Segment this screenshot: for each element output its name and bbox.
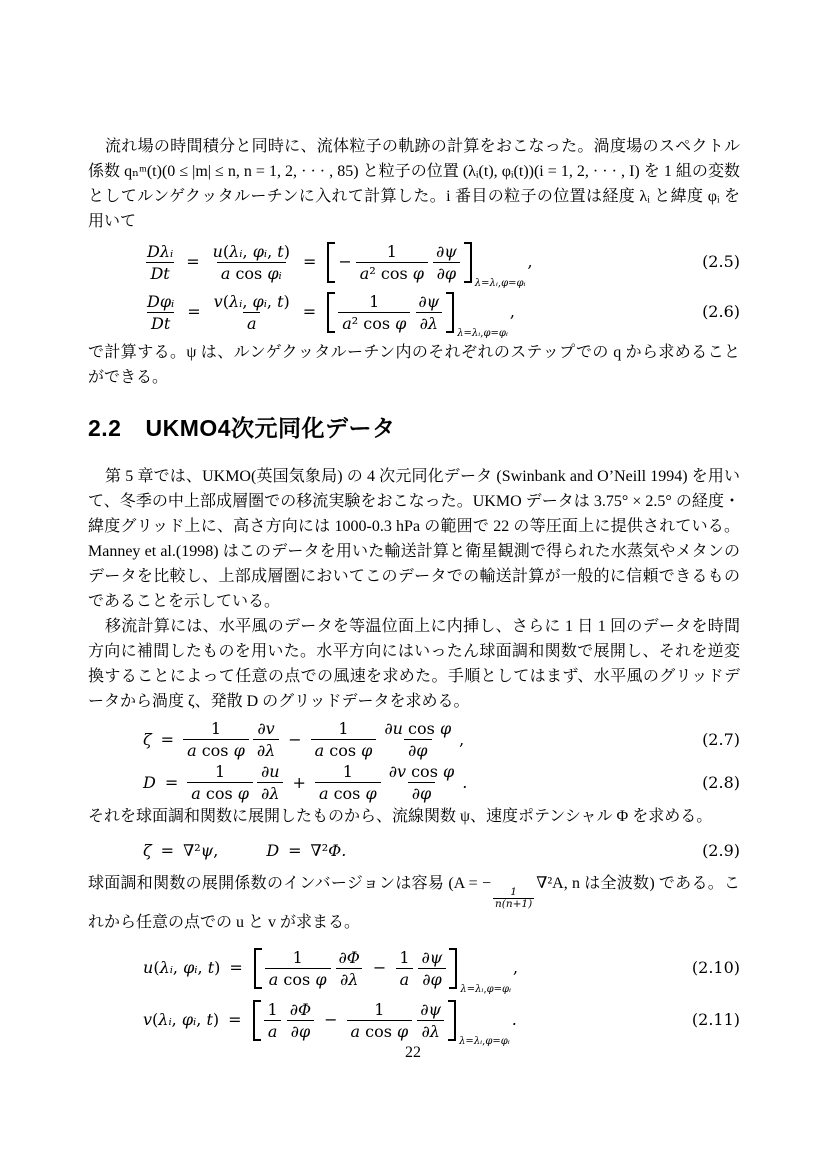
paragraph-advection-method: 移流計算には、水平風のデータを等温位面上に内挿し、さらに 1 日 1 回のデータを時間方向に補間したものを用いた。水平方向にはいったん球面調和関数で展開し、それを逆変換することによって任意の点での風速を求めた。手順としてはまず、水平風のグリッドデータから渦度 ζ、発散 D のグリッドデータを求める。 (88, 618, 740, 710)
equation-number: (2.11) (691, 1010, 740, 1029)
equation-2-9 (88, 837, 740, 865)
inline-fraction (493, 887, 534, 910)
paragraph-intro-trajectory: 流れ場の時間積分と同時に、流体粒子の軌跡の計算をおこなった。渦度場のスペクトル係数 qₙᵐ(t)(0 ≤ |m| ≤ n, n = 1, 2, · · · , 85) と粒子の位置 (λᵢ(t), φᵢ(t))(i = 1, 2, · · · , I) を 1 組の変数としてルンゲクッタルーチンに入れて計算した。i 番目の粒子の位置は経度 λᵢ と緯度 φᵢ を用いて (88, 138, 740, 230)
equation-2-10 (88, 942, 740, 994)
section-heading (88, 412, 740, 444)
equation-body: u(λᵢ, φᵢ, t) = $\frac{1}{\text{a cos φ}}$ $\frac{\partial\Phi}{\partial\lambda}$ − $\frac{1}{a}$ $\frac{\partial\psi}{\partial\varphi}$ λ=λᵢ,φ=φᵢ , (141, 947, 520, 990)
equation-body: ζ = $\frac{1}{\text{a cos φ}}$ $\frac{\partial v}{\partial\lambda}$ − $\frac{1}{\text{a cos φ}}$ $\frac{\text{∂u cos φ}}{\partial\varphi}$ , (143, 719, 465, 760)
section-title: UKMO4次元同化データ (145, 415, 396, 441)
left-bracket (327, 292, 335, 333)
paragraph-inversion (88, 871, 740, 935)
equation-number: (2.8) (702, 772, 740, 792)
page-number: 22 (405, 1044, 421, 1061)
equation-body: $\frac{\text{Dφᵢ}}{Dt}$ = $\frac{\text{v(λᵢ, φᵢ, t)}}{a}$ = $\frac{1}{\text{a² cos φ}}$ $\frac{\partial\psi}{\partial\lambda}$ λ=λᵢ,φ=φᵢ , (141, 291, 517, 334)
right-bracket (448, 1000, 456, 1041)
paragraph-spherical-harmonics: それを球面調和関数に展開したものから、流線関数 ψ、速度ポテンシャル Φ を求める。 (88, 808, 713, 825)
equation-number: (2.5) (702, 252, 740, 271)
right-bracket (446, 292, 454, 333)
paragraph-ukmo-data: 第 5 章では、UKMO(英国気象局) の 4 次元同化データ (Swinbank and O’Neill 1994) を用いて、冬季の中上部成層圏での移流実験をおこなった。UKMO データは 3.75° × 2.5° の経度・緯度グリッド上に、高さ方向には 1000-0.3 hPa の範囲で 22 の等圧面上に提供されている。Manney et al.(1998) はこのデータを用いた輸送計算と衛星観測で得られた水蒸気やメタンのデータを比較し、上部成層圏においてこのデータでの輸送計算が一般的に信頼できるものであることを示している。 (88, 468, 740, 610)
left-bracket (254, 948, 262, 989)
page-content (88, 0, 740, 1046)
right-bracket (464, 242, 472, 283)
bracket-subscript: λ=λᵢ,φ=φᵢ (457, 327, 508, 339)
bracket-subscript: λ=λᵢ,φ=φᵢ (474, 277, 526, 289)
equation-body: ζ = ∇²ψ, D = ∇²Φ. (143, 841, 347, 860)
right-bracket (449, 948, 457, 989)
paragraph-inversion-text-post: ∇²A, n は全波数) である。これから任意の点での u と v が求まる。 (88, 875, 740, 931)
equation-number: (2.10) (691, 958, 740, 977)
equation-2-5 (88, 237, 740, 287)
equation-body: v(λᵢ, φᵢ, t) = $\frac{1}{a}$ $\frac{\partial\Phi}{\partial\varphi}$ − $\frac{1}{\text{a cos φ}}$ $\frac{\partial\psi}{\partial\lambda}$ λ=λᵢ,φ=φᵢ . (141, 999, 519, 1042)
left-bracket (253, 1000, 261, 1041)
equation-number: (2.9) (702, 841, 740, 860)
paragraph-runge-kutta-note: で計算する。ψ は、ルンゲクッタルーチン内のそれぞれのステップでの q から求めることができる。 (88, 344, 740, 386)
equation-2-7 (88, 718, 740, 761)
equation-body: D = $\frac{1}{\text{a cos φ}}$ $\frac{\partial u}{\partial\lambda}$ + $\frac{1}{\text{a cos φ}}$ $\frac{\text{∂v cos φ}}{\partial\varphi}$ . (143, 762, 468, 803)
equation-body: $\frac{\text{Dλᵢ}}{Dt}$ = $\frac{\text{u(λᵢ, φᵢ, t)}}{\text{a cos φᵢ}}$ = − $\frac{1}{\text{a² cos φ}}$ $\frac{\partial\psi}{\partial\varphi}$ λ=λᵢ,φ=φᵢ , (141, 241, 535, 284)
equation-number: (2.7) (702, 729, 740, 749)
equation-2-6 (88, 287, 740, 337)
inline-fraction-numerator: 1 (510, 886, 517, 898)
section-number: 2.2 (88, 415, 122, 441)
equation-number: (2.6) (702, 302, 740, 321)
bracket-subscript: λ=λᵢ,φ=φᵢ (459, 1035, 510, 1047)
paragraph-inversion-text-pre: 球面調和関数の展開係数のインバージョンは容易 (A = − (88, 875, 491, 892)
left-bracket (327, 242, 335, 283)
bracket-subscript: λ=λᵢ,φ=φᵢ (460, 983, 512, 995)
equation-2-11 (88, 994, 740, 1046)
equation-2-8 (88, 761, 740, 804)
inline-fraction-denominator: n(n+1) (494, 898, 533, 910)
